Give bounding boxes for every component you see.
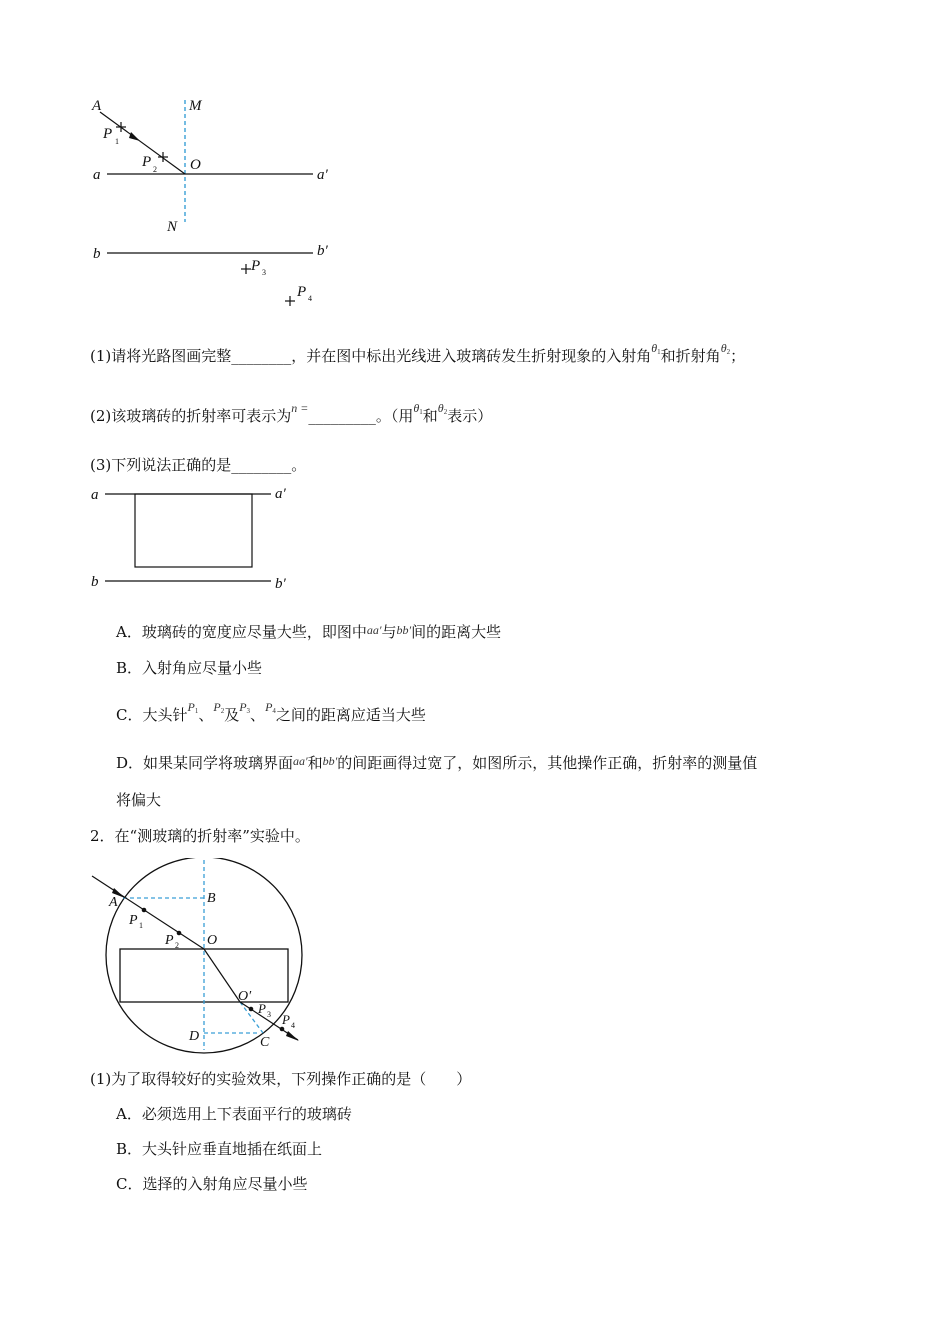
theta2-symbol: θ2 <box>437 401 448 416</box>
label-P1: P <box>103 126 113 142</box>
q1-part1-end: ； <box>730 347 746 365</box>
label-C: C <box>260 1035 270 1050</box>
label-O-prime: O′ <box>238 989 252 1004</box>
label-a: a <box>93 167 101 183</box>
label-P1: P <box>129 913 138 928</box>
pin-p3 <box>249 1007 254 1012</box>
pin-p4 <box>280 1027 285 1032</box>
pin-p1 <box>142 908 147 913</box>
label-P2: P <box>142 154 152 170</box>
label-P2: P <box>165 933 174 948</box>
bb-symbol: bb′ <box>322 754 338 768</box>
aa-symbol: aa′ <box>293 754 308 768</box>
label-P2-sub: 2 <box>153 165 157 174</box>
theta1-symbol: θ1 <box>651 341 661 356</box>
pin-p2 <box>177 931 182 936</box>
bb-symbol: bb′ <box>396 623 412 637</box>
q2-option-a: A．必须选用上下表面平行的玻璃砖 <box>116 1105 352 1123</box>
q1-option-a: A．玻璃砖的宽度应尽量大些，即图中$^{aa'}$与$^{bb'}$间的距离大些 <box>116 623 502 641</box>
figure-refraction-circle <box>85 858 315 1058</box>
label-P4: P <box>297 284 307 300</box>
ray-arrow <box>129 132 140 141</box>
figure-light-path <box>85 90 345 315</box>
refracted-ray <box>204 949 240 1002</box>
label-P3-sub: 3 <box>267 1010 271 1019</box>
label-O: O <box>207 933 218 948</box>
label-D: D <box>189 1029 200 1044</box>
theta2-symbol: θ2 <box>720 341 731 356</box>
q1-part3: (3)下列说法正确的是________。 <box>90 456 307 474</box>
label-b: b <box>91 574 99 590</box>
p4-symbol: P4 <box>265 700 276 715</box>
label-M: M <box>189 98 202 114</box>
label-P3: P <box>258 1001 266 1016</box>
q1-part1-text: (1)请将光路图画完整________，并在图中标出光线进入玻璃砖发生折射现象的入射角 <box>90 347 652 365</box>
q1-option-b: B．入射角应尽量小些 <box>116 659 263 677</box>
q2-option-b: B．大头针应垂直地插在纸面上 <box>116 1140 323 1158</box>
label-B: B <box>207 891 216 906</box>
emergent-arrow <box>286 1031 299 1041</box>
label-b: b <box>93 246 101 262</box>
p3-symbol: P3 <box>239 700 251 715</box>
label-P2-sub: 2 <box>175 941 179 950</box>
q1-option-d-line2: 将偏大 <box>116 791 162 809</box>
aa-symbol: aa′ <box>366 623 382 637</box>
q1-part2-end: 表示） <box>447 407 493 425</box>
q1-part1-mid: 和折射角 <box>660 347 721 365</box>
answer-blank: _________。（用 <box>308 407 414 425</box>
label-a-prime: a′ <box>275 486 286 502</box>
label-N: N <box>167 219 178 235</box>
q1-part1 <box>90 341 746 369</box>
incident-ray <box>92 876 204 949</box>
n-symbol: n = <box>291 401 309 415</box>
label-A: A <box>92 98 102 114</box>
label-P4-sub: 4 <box>291 1021 295 1030</box>
label-P3-sub: 3 <box>262 268 266 277</box>
label-P4-sub: 4 <box>308 294 312 303</box>
label-P1-sub: 1 <box>139 921 143 930</box>
pin-p4 <box>285 296 295 306</box>
q1-option-d: D．如果某同学将玻璃界面$^{aa'}$和$^{bb'}$的间距画得过宽了，如图所示，其他操作正确，折射率的测量值 <box>116 754 758 772</box>
pin-p3 <box>241 264 251 274</box>
q1-part2-text: (2)该玻璃砖的折射率可表示为 <box>90 407 292 425</box>
label-a: a <box>91 487 99 503</box>
q1-part2 <box>90 401 493 429</box>
label-b-prime: b′ <box>317 243 328 259</box>
q1-option-c: C．大头针$^{P1}$、$^{P2}$及$^{P3}$、$^{P4}$之间的距离应适当大些 <box>116 700 426 724</box>
label-P3: P <box>251 258 261 274</box>
label-b-prime: b′ <box>275 576 286 592</box>
p1-symbol: P1 <box>187 700 199 715</box>
label-a-prime: a′ <box>317 167 328 183</box>
figure-glass-block <box>85 480 305 595</box>
q2-option-c: C．选择的入射角应尽量小些 <box>116 1175 308 1193</box>
label-P4: P <box>282 1012 290 1027</box>
glass-block <box>135 494 252 567</box>
label-O: O <box>190 157 201 173</box>
p2-symbol: P2 <box>213 700 225 715</box>
label-P1-sub: 1 <box>115 137 119 146</box>
theta1-symbol: θ1 <box>413 401 423 416</box>
q2-part1: (1)为了取得较好的实验效果，下列操作正确的是（ ） <box>90 1070 472 1088</box>
q1-part2-mid: 和 <box>422 407 438 425</box>
q2-title: 2．在“测玻璃的折射率”实验中。 <box>90 827 310 845</box>
label-A: A <box>109 895 118 910</box>
